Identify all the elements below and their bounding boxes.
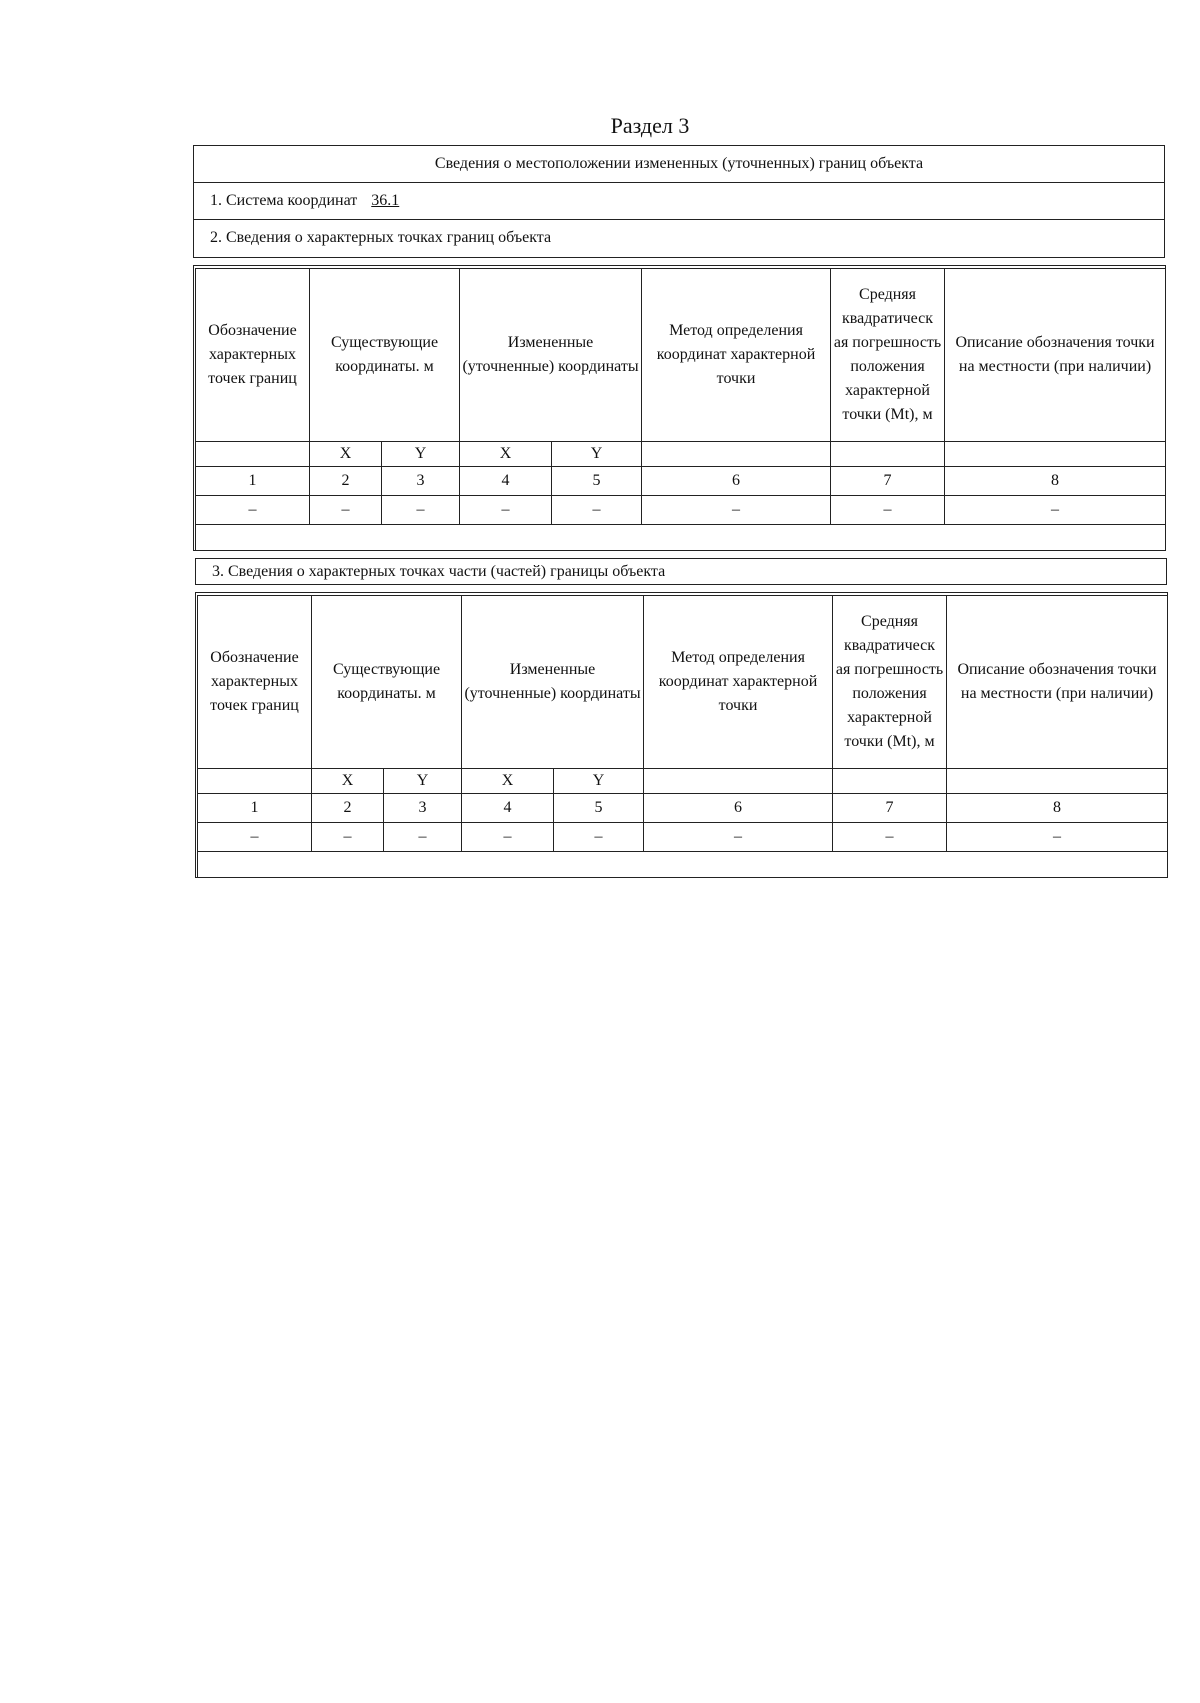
table2-xy-row (198, 769, 1168, 794)
table2-data-row (198, 823, 1168, 852)
table2-number-row (198, 794, 1168, 823)
header-method: Метод определения координат характерной точки (644, 596, 833, 769)
header-existing-coords: Существующие координаты. м (312, 596, 462, 769)
column-number: 1 (198, 794, 312, 823)
header-description: Описание обозначения точки на местности (при наличии) (945, 269, 1166, 442)
y-label: Y (552, 442, 642, 467)
table-cell: – (462, 823, 554, 852)
column-number: 6 (644, 794, 833, 823)
column-number: 3 (382, 467, 460, 496)
header-point-designation: Обозначение характерных точек границ (196, 269, 310, 442)
column-number: 8 (945, 467, 1166, 496)
column-number: 7 (833, 794, 947, 823)
header-method: Метод определения координат характерной точки (642, 269, 831, 442)
table-cell: – (644, 823, 833, 852)
page-title: Раздел 3 (610, 113, 690, 138)
table2-header-row (198, 596, 1168, 769)
object-boundaries-box (193, 145, 1165, 258)
table1-header-row (196, 269, 1166, 442)
header-existing-coords: Существующие координаты. м (310, 269, 460, 442)
header-mean-error: Средняя квадратическ ая погрешность положения характерной точки (Mt), м (831, 269, 945, 442)
table-cell: – (382, 496, 460, 525)
boundary-points-table (195, 268, 1166, 551)
coord-system-row (194, 183, 1164, 220)
column-number: 4 (460, 467, 552, 496)
table-cell: – (833, 823, 947, 852)
column-number: 1 (196, 467, 310, 496)
x-label: X (312, 769, 384, 794)
table1-number-row (196, 467, 1166, 496)
table-cell: – (945, 496, 1166, 525)
object-boundaries-heading: Сведения о местоположении измененных (уточненных) границ объекта (194, 146, 1164, 183)
table2-empty-row (198, 852, 1168, 878)
section2-label: 2. Сведения о характерных точках границ объекта (210, 229, 552, 246)
header-changed-coords: Измененные (уточненные) координаты (462, 596, 644, 769)
table1-xy-row (196, 442, 1166, 467)
table-cell: – (552, 496, 642, 525)
column-number: 2 (312, 794, 384, 823)
column-number: 6 (642, 467, 831, 496)
column-number: 7 (831, 467, 945, 496)
x-label: X (310, 442, 382, 467)
y-label: Y (384, 769, 462, 794)
table-cell: – (554, 823, 644, 852)
table-cell: – (196, 496, 310, 525)
part-boundary-points-table (197, 595, 1168, 878)
table1-data-row (196, 496, 1166, 525)
x-label: X (460, 442, 552, 467)
table-cell: – (310, 496, 382, 525)
coord-system-label: 1. Система координат (210, 192, 358, 209)
column-number: 2 (310, 467, 382, 496)
header-mean-error: Средняя квадратическ ая погрешность положения характерной точки (Mt), м (833, 596, 947, 769)
column-number: 8 (947, 794, 1168, 823)
section3-label: 3. Сведения о характерных точках части (частей) границы объекта (195, 558, 1167, 585)
y-label: Y (554, 769, 644, 794)
header-description: Описание обозначения точки на местности (при наличии) (947, 596, 1168, 769)
column-number: 3 (384, 794, 462, 823)
column-number: 5 (554, 794, 644, 823)
column-number: 5 (552, 467, 642, 496)
x-label: X (462, 769, 554, 794)
table-cell: – (947, 823, 1168, 852)
header-point-designation: Обозначение характерных точек границ (198, 596, 312, 769)
table-cell: – (312, 823, 384, 852)
table-cell: – (831, 496, 945, 525)
header-changed-coords: Измененные (уточненные) координаты (460, 269, 642, 442)
column-number: 4 (462, 794, 554, 823)
table-cell: – (384, 823, 462, 852)
y-label: Y (382, 442, 460, 467)
coord-system-value: 36.1 (371, 192, 400, 209)
table1-empty-row (196, 525, 1166, 551)
table-cell: – (460, 496, 552, 525)
table-cell: – (198, 823, 312, 852)
table-cell: – (642, 496, 831, 525)
